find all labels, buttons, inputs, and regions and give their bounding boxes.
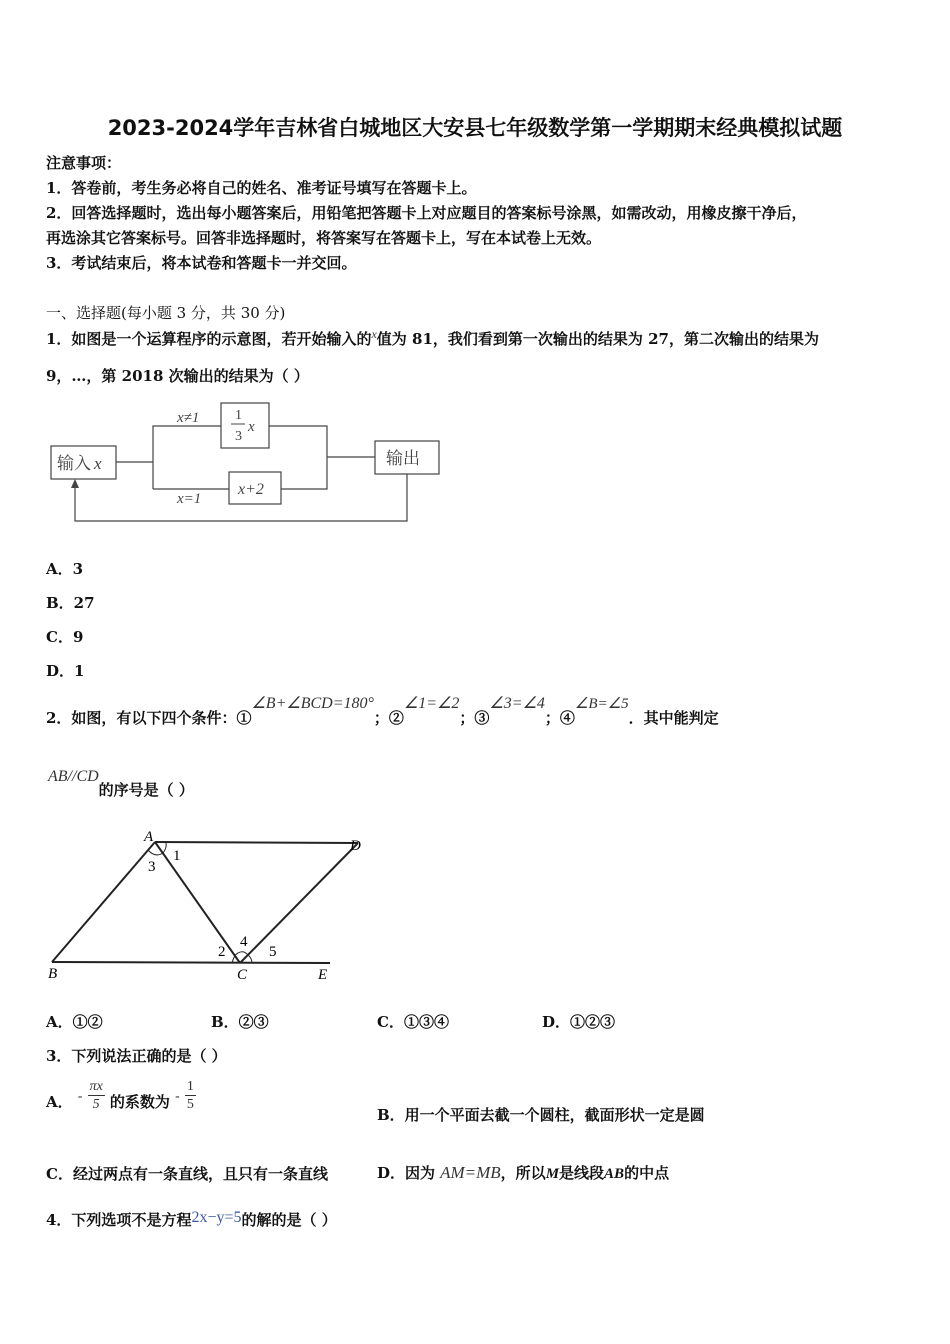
angle-label-1: 1	[173, 848, 181, 864]
q4-prefix: 4．下列选项不是方程	[46, 1211, 192, 1229]
q2-suffix: ．其中能判定	[628, 709, 719, 727]
program-flowchart	[40, 395, 460, 530]
q3-option-b: B．用一个平面去截一个圆柱，截面形状一定是圆	[377, 1106, 705, 1124]
q2-option-d: D．①②③	[542, 1013, 616, 1031]
q1-var-x: x	[371, 327, 377, 341]
output-label: 输出	[386, 449, 420, 468]
q3-stem: 3．下列说法正确的是（ ）	[46, 1047, 227, 1065]
q1-option-a: A．3	[46, 560, 84, 578]
q1-line1	[46, 327, 819, 349]
q2-option-c: C．①③④	[377, 1013, 449, 1031]
q3-d-suffix2: 是线段	[559, 1164, 605, 1182]
notice-item-2: 2．回答选择题时，选出每小题答案后，用铅笔把答题卡上对应题目的答案标号涂黑，如需改动，用橡皮擦干净后，	[46, 204, 807, 222]
q2-parallel-math: AB//CD	[48, 768, 99, 785]
q3-option-d	[377, 1162, 669, 1183]
q3-a-minus-2: -	[175, 1088, 180, 1105]
q1-option-d: D．1	[46, 662, 85, 680]
q3-d-AB: AB	[604, 1166, 625, 1182]
label-A: A	[144, 829, 154, 845]
q3-d-suffix3: 的中点	[624, 1164, 670, 1182]
page-title: 2023-2024学年吉林省白城地区大安县七年级数学第一学期期末经典模拟试题	[107, 116, 843, 140]
notice-item-3: 3．考试结束后，将本试卷和答题卡一并交回。	[46, 254, 357, 272]
q3-a-mid: 的系数为	[109, 1092, 170, 1111]
angle-label-2: 2	[218, 944, 226, 960]
q2-cond-2: ∠1=∠2	[403, 695, 460, 712]
q2-cond-4: ∠B=∠5	[574, 696, 629, 712]
q1-option-b: B．27	[46, 594, 95, 612]
q2-cond-3: ∠3=∠4	[489, 695, 545, 712]
q1-line2: 9，…，第 2018 次输出的结果为（ ）	[46, 367, 309, 385]
label-C: C	[237, 967, 248, 983]
input-label: 输入	[57, 454, 91, 473]
frac-var: x	[248, 419, 255, 435]
label-B: B	[48, 966, 58, 982]
q2-line2-text: 的序号是（ ）	[98, 781, 194, 799]
q3-option-c: C．经过两点有一条直线，且只有一条直线	[46, 1165, 328, 1183]
q2-sep-4: ；④	[544, 709, 575, 727]
q3-a-num: πx	[89, 1079, 103, 1094]
q3-a-den: 5	[92, 1097, 100, 1112]
label-E: E	[318, 967, 328, 983]
q4-stem	[46, 1206, 337, 1227]
notice-item-1: 1．答卷前，考生务必将自己的姓名、准考证号填写在答题卡上。	[46, 179, 477, 197]
notice-item-2-cont: 再选涂其它答案标号。回答非选择题时，将答案写在答题卡上，写在本试卷上无效。	[46, 229, 602, 247]
parallel-lines-figure	[40, 822, 370, 987]
q3-option-a	[46, 1080, 196, 1125]
frac-numerator: 1	[235, 408, 242, 423]
q3-a-val-den: 5	[186, 1097, 194, 1112]
q1-text-a: 1．如图是一个运算程序的示意图，若开始输入的	[46, 330, 372, 348]
q2-sep-2: ；②	[373, 709, 404, 727]
q1-option-c: C．9	[46, 628, 84, 646]
angle-label-3: 3	[148, 859, 156, 875]
q2-line2	[48, 765, 194, 799]
cond-not-one: x≠1	[177, 410, 200, 426]
frac-denominator: 3	[235, 429, 242, 444]
divide-box	[221, 403, 269, 448]
q3-d-math: AM=MB	[440, 1163, 501, 1182]
q2-cond-1: ∠B+∠BCD=180°	[251, 695, 374, 712]
q2-prefix: 2．如图，有以下四个条件：①	[46, 709, 252, 727]
angle-label-5: 5	[269, 944, 277, 960]
cond-one: x=1	[177, 491, 202, 507]
angle-label-4: 4	[240, 934, 248, 950]
q3-a-minus: -	[77, 1088, 83, 1105]
return-arrow-head	[71, 479, 79, 488]
q3-d-M: M	[545, 1166, 560, 1182]
section-heading: 一、选择题(每小题 3 分，共 30 分)	[46, 304, 286, 322]
q4-equation: 2x−y=5	[191, 1209, 242, 1226]
q3-a-value	[185, 1080, 196, 1112]
q4-suffix: 的解的是（ ）	[241, 1211, 337, 1229]
q2-sep-3: ；③	[459, 709, 490, 727]
q3-d-suffix1: ，所以	[500, 1164, 546, 1182]
notice-heading: 注意事项：	[46, 154, 122, 172]
q2-option-a: A．①②	[46, 1013, 103, 1031]
q1-text-b: 值为 81，我们看到第一次输出的结果为 27，第二次输出的结果为	[376, 330, 819, 348]
q3-a-label: A．	[46, 1092, 73, 1111]
input-var: x	[94, 454, 102, 473]
q3-a-val-num: 1	[186, 1079, 194, 1094]
add-box-label: x+2	[238, 481, 264, 498]
q2-option-b: B．②③	[211, 1013, 269, 1031]
q3-a-term	[88, 1080, 105, 1112]
q3-d-prefix: D．因为	[377, 1164, 436, 1182]
q2-stem	[46, 692, 719, 732]
label-D: D	[350, 838, 361, 854]
